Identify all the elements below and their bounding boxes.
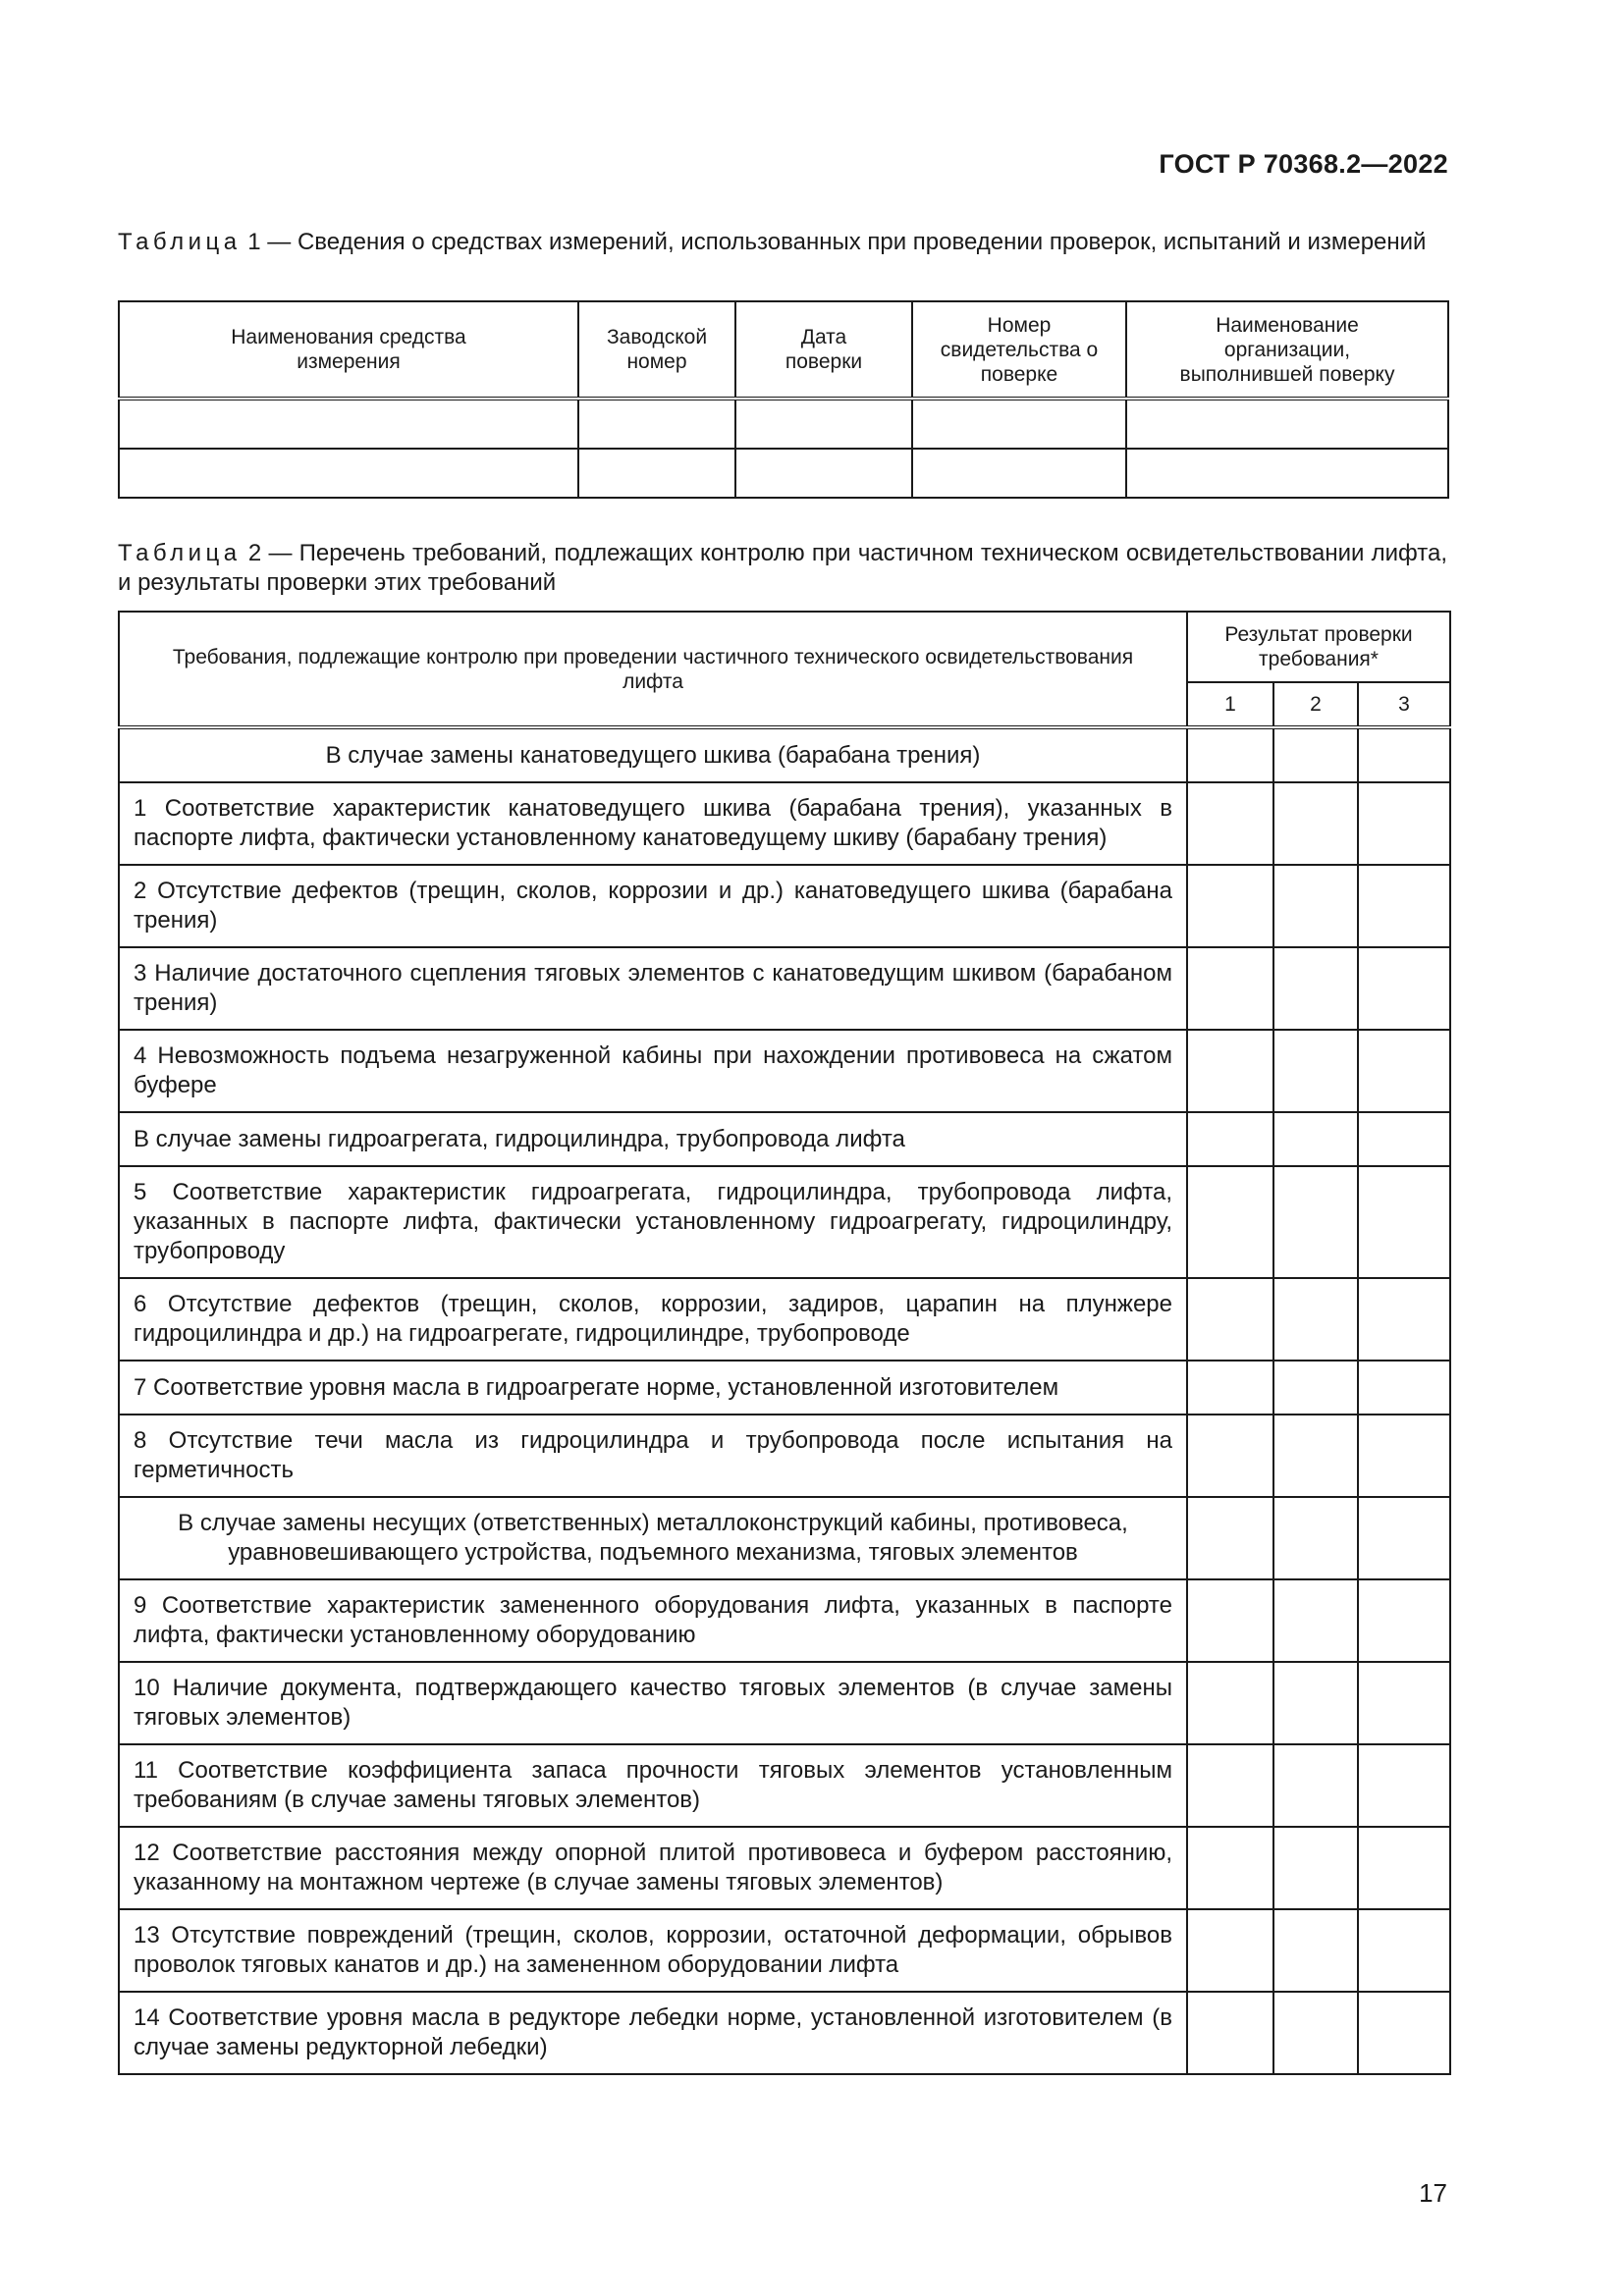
- result-cell[interactable]: [1273, 1744, 1358, 1827]
- table1-col-certificate-number: Номер свидетельства о поверке: [912, 301, 1126, 399]
- table-row: [119, 1361, 1450, 1415]
- result-cell[interactable]: [1273, 1166, 1358, 1278]
- result-cell[interactable]: [1187, 947, 1273, 1030]
- table-cell[interactable]: [578, 449, 735, 498]
- result-col-1: 1: [1187, 682, 1273, 727]
- result-cell[interactable]: [1273, 1579, 1358, 1662]
- result-cell[interactable]: [1187, 1112, 1273, 1166]
- result-cell[interactable]: [1273, 1278, 1358, 1361]
- result-cell[interactable]: [1187, 1909, 1273, 1992]
- table-cell[interactable]: [912, 399, 1126, 449]
- requirement-text: 14 Соответствие уровня масла в редукторе лебедки норме, установленной изготовителем (в случае замены редукторной лебедки): [119, 1992, 1187, 2074]
- table1-caption: [118, 228, 1447, 257]
- requirement-text: 9 Соответствие характеристик замененного оборудования лифта, указанных в паспорте лифта, фактически установленному оборудованию: [119, 1579, 1187, 1662]
- requirement-text: 11 Соответствие коэффициента запаса прочности тяговых элементов установленным требованиям (в случае замены тяговых элементов): [119, 1744, 1187, 1827]
- result-cell[interactable]: [1187, 1579, 1273, 1662]
- section-heading: В случае замены канатоведущего шкива (барабана трения): [119, 727, 1187, 782]
- result-cell[interactable]: [1187, 782, 1273, 865]
- result-cell[interactable]: [1273, 865, 1358, 947]
- result-cell[interactable]: [1187, 1827, 1273, 1909]
- result-cell[interactable]: [1358, 1030, 1450, 1112]
- result-cell[interactable]: [1273, 1992, 1358, 2074]
- table1-col-organization: Наименование организации, выполнившей поверку: [1126, 301, 1448, 399]
- result-cell[interactable]: [1273, 947, 1358, 1030]
- table-cell[interactable]: [1126, 449, 1448, 498]
- table-row: [119, 1278, 1450, 1361]
- section-row: [119, 727, 1450, 782]
- result-cell[interactable]: [1273, 1662, 1358, 1744]
- table-cell[interactable]: [1126, 399, 1448, 449]
- result-cell[interactable]: [1358, 1361, 1450, 1415]
- table-row: [119, 1992, 1450, 2074]
- result-cell[interactable]: [1273, 1909, 1358, 1992]
- requirement-text: 10 Наличие документа, подтверждающего качество тяговых элементов (в случае замены тяговых элементов): [119, 1662, 1187, 1744]
- result-cell[interactable]: [1358, 1827, 1450, 1909]
- table-row: [119, 1744, 1450, 1827]
- result-cell[interactable]: [1273, 1497, 1358, 1579]
- requirements-table: [118, 611, 1451, 2075]
- result-col-3: 3: [1358, 682, 1450, 727]
- result-cell[interactable]: [1273, 1112, 1358, 1166]
- table2-caption-text: 2 — Перечень требований, подлежащих контролю при частичном техническом освидетельствовании лифта, и результаты проверки этих требований: [118, 540, 1447, 596]
- result-cell[interactable]: [1187, 1415, 1273, 1497]
- table1-col-verification-date: Дата поверки: [735, 301, 912, 399]
- result-cell[interactable]: [1187, 865, 1273, 947]
- table2-header-row: [119, 612, 1450, 682]
- table-row: [119, 1415, 1450, 1497]
- table1-caption-lead: Таблица: [118, 229, 242, 255]
- table-row: [119, 947, 1450, 1030]
- requirement-text: 5 Соответствие характеристик гидроагрегата, гидроцилиндра, трубопровода лифта, указанных в паспорте лифта, фактически установленному гидроагрегату, гидроцилиндру, трубопроводу: [119, 1166, 1187, 1278]
- result-cell[interactable]: [1358, 1909, 1450, 1992]
- result-cell[interactable]: [1273, 1361, 1358, 1415]
- document-code: ГОСТ Р 70368.2—2022: [1159, 149, 1448, 179]
- result-cell[interactable]: [1358, 782, 1450, 865]
- table-row: [119, 1030, 1450, 1112]
- result-cell[interactable]: [1187, 1497, 1273, 1579]
- section-row: [119, 1112, 1450, 1166]
- table-cell[interactable]: [735, 449, 912, 498]
- section-row: [119, 1497, 1450, 1579]
- table-row: [119, 782, 1450, 865]
- result-cell[interactable]: [1187, 1278, 1273, 1361]
- table2-caption-lead: Таблица: [118, 540, 242, 566]
- table-cell[interactable]: [119, 449, 578, 498]
- result-cell[interactable]: [1358, 1497, 1450, 1579]
- result-cell[interactable]: [1358, 727, 1450, 782]
- requirement-text: 1 Соответствие характеристик канатоведущего шкива (барабана трения), указанных в паспорте лифта, фактически установленному канатоведущему шкиву (барабану трения): [119, 782, 1187, 865]
- result-cell[interactable]: [1187, 1662, 1273, 1744]
- result-cell[interactable]: [1358, 1166, 1450, 1278]
- table2-caption: [118, 539, 1447, 598]
- result-cell[interactable]: [1273, 727, 1358, 782]
- table-row: [119, 399, 1448, 449]
- table-row: [119, 1909, 1450, 1992]
- table-row: [119, 449, 1448, 498]
- result-cell[interactable]: [1187, 1030, 1273, 1112]
- table2-col-result: Результат проверки требования*: [1187, 612, 1450, 682]
- page-number: 17: [1419, 2178, 1447, 2208]
- requirement-text: 2 Отсутствие дефектов (трещин, сколов, коррозии и др.) канатоведущего шкива (барабана трения): [119, 865, 1187, 947]
- result-cell[interactable]: [1273, 1827, 1358, 1909]
- result-col-2: 2: [1273, 682, 1358, 727]
- measuring-instruments-table: [118, 300, 1449, 499]
- result-cell[interactable]: [1187, 1992, 1273, 2074]
- result-cell[interactable]: [1187, 727, 1273, 782]
- table1-col-instrument-name: Наименования средства измерения: [119, 301, 578, 399]
- requirement-text: 7 Соответствие уровня масла в гидроагрегате норме, установленной изготовителем: [119, 1361, 1187, 1415]
- table-row: [119, 1827, 1450, 1909]
- result-cell[interactable]: [1187, 1744, 1273, 1827]
- requirement-text: 3 Наличие достаточного сцепления тяговых элементов с канатоведущим шкивом (барабаном трения): [119, 947, 1187, 1030]
- table-row: [119, 865, 1450, 947]
- result-cell[interactable]: [1358, 1662, 1450, 1744]
- result-cell[interactable]: [1273, 1030, 1358, 1112]
- result-cell[interactable]: [1273, 782, 1358, 865]
- table1-caption-text: 1 — Сведения о средствах измерений, использованных при проведении проверок, испытаний и измерений: [241, 229, 1427, 255]
- section-heading: В случае замены гидроагрегата, гидроцилиндра, трубопровода лифта: [119, 1112, 1187, 1166]
- requirement-text: 13 Отсутствие повреждений (трещин, сколов, коррозии, остаточной деформации, обрывов проволок тяговых канатов и др.) на замененном оборудовании лифта: [119, 1909, 1187, 1992]
- requirement-text: 8 Отсутствие течи масла из гидроцилиндра и трубопровода после испытания на герметичность: [119, 1415, 1187, 1497]
- result-cell[interactable]: [1358, 1744, 1450, 1827]
- requirement-text: 6 Отсутствие дефектов (трещин, сколов, коррозии, задиров, царапин на плунжере гидроцилиндра и др.) на гидроагрегате, гидроцилиндре, трубопроводе: [119, 1278, 1187, 1361]
- result-cell[interactable]: [1358, 1112, 1450, 1166]
- table2-col-requirements: Требования, подлежащие контролю при проведении частичного технического освидетельствования лифта: [119, 612, 1187, 727]
- result-cell[interactable]: [1187, 1361, 1273, 1415]
- result-cell[interactable]: [1358, 1278, 1450, 1361]
- table-cell[interactable]: [735, 399, 912, 449]
- table-cell[interactable]: [119, 399, 578, 449]
- result-cell[interactable]: [1273, 1415, 1358, 1497]
- result-cell[interactable]: [1358, 1415, 1450, 1497]
- table-row: [119, 1662, 1450, 1744]
- table-row: [119, 1579, 1450, 1662]
- result-cell[interactable]: [1358, 947, 1450, 1030]
- result-cell[interactable]: [1187, 1166, 1273, 1278]
- section-heading: В случае замены несущих (ответственных) металлоконструкций кабины, противовеса, уравновешивающего устройства, подъемного механизма, тяговых элементов: [119, 1497, 1187, 1579]
- result-cell[interactable]: [1358, 1579, 1450, 1662]
- result-cell[interactable]: [1358, 1992, 1450, 2074]
- result-cell[interactable]: [1358, 865, 1450, 947]
- requirement-text: 4 Невозможность подъема незагруженной кабины при нахождении противовеса на сжатом буфере: [119, 1030, 1187, 1112]
- table-cell[interactable]: [912, 449, 1126, 498]
- requirement-text: 12 Соответствие расстояния между опорной плитой противовеса и буфером расстоянию, указанному на монтажном чертеже (в случае замены тяговых элементов): [119, 1827, 1187, 1909]
- table1-col-serial-number: Заводской номер: [578, 301, 735, 399]
- table-cell[interactable]: [578, 399, 735, 449]
- table1-header-row: [119, 301, 1448, 399]
- table-row: [119, 1166, 1450, 1278]
